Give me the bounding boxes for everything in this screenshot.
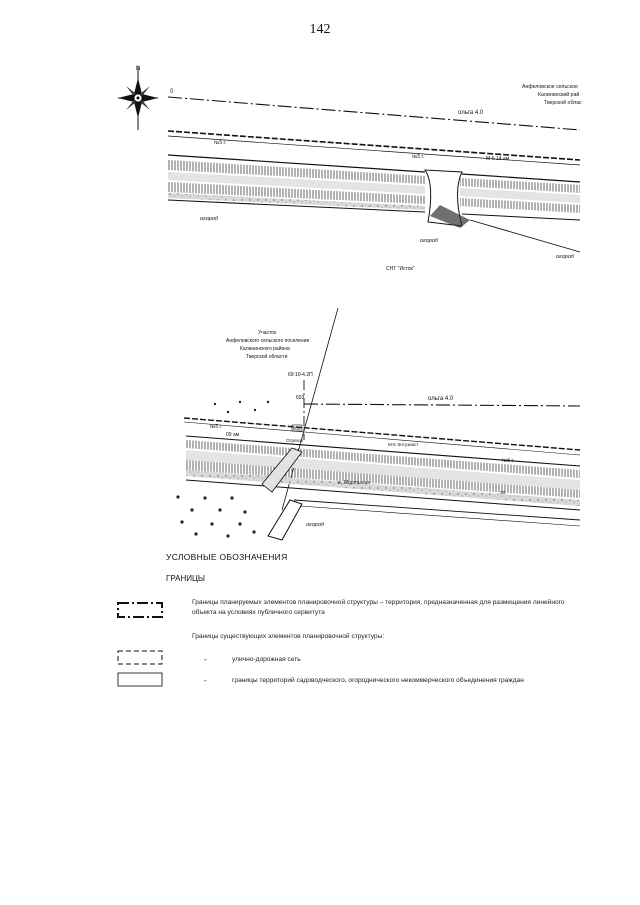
- garden-boundary-text: границы территорий садоводческого, огороднического некоммерческого объединения граждан: [232, 677, 524, 684]
- road-label-b5: М-6 Энтузиаст: [388, 442, 419, 447]
- road-label-b4: Отрезок: [286, 438, 303, 443]
- settlement-label-2: Калининский рай: [538, 92, 580, 98]
- north-label: N: [136, 66, 141, 72]
- planned-boundary-text: Границы планируемых элементов планировочной структуры – территория, предназначенная для размещения линейного объекта на условиях публичного сервитута: [192, 599, 565, 616]
- garden-label-3: огород: [556, 254, 574, 260]
- road-network-text: улично-дорожная сеть: [232, 656, 301, 663]
- legend-title: УСЛОВНЫЕ ОБОЗНАЧЕНИЯ: [166, 552, 288, 562]
- point-603-label: 603: [296, 395, 305, 401]
- existing-boundary-text: Границы существующих элементов планировочной структуры:: [192, 633, 385, 640]
- map-caption: СНТ "Исток": [386, 266, 415, 272]
- garden-label-bottom: огород: [306, 522, 324, 528]
- area-label-4: Тверской области: [246, 354, 288, 360]
- zone-label-bottom: ольга 4.0: [428, 396, 454, 402]
- top-map: [118, 66, 582, 272]
- road-network-dash: -: [204, 655, 207, 664]
- road-label-3: М-6 14 ам: [486, 156, 510, 162]
- village-label: в. Мортынин: [338, 480, 371, 486]
- area-label-3: Калининского района: [240, 346, 290, 352]
- garden-boundary-dash: -: [204, 676, 207, 685]
- road-label-1: №5 г.: [214, 140, 227, 146]
- road-label-2: №5 г.: [412, 154, 425, 160]
- area-label-2: Анфеловского сельского поселения: [226, 338, 310, 344]
- settlement-label-1: Анфеловское сельское: [522, 84, 578, 90]
- settlement-label-3: Тверской облас: [544, 100, 582, 106]
- bottom-map: [176, 308, 580, 540]
- point-label: 0: [170, 89, 174, 95]
- compass-rose-icon: [118, 66, 158, 130]
- road-label-b1: №5 г.: [210, 424, 223, 430]
- road-label-b6: 38: [500, 490, 506, 495]
- garden-label-1: огород: [200, 216, 218, 222]
- road-label-b2: 09 ам: [226, 432, 240, 438]
- legend-section: ГРАНИЦЫ: [166, 574, 205, 583]
- road-label-b3: №5 г.: [502, 458, 515, 464]
- area-label-1: Участок: [258, 330, 277, 336]
- line-code: 69:10-4.2П: [288, 372, 313, 378]
- page-number: 142: [309, 22, 331, 37]
- point-602-label: 602: [293, 426, 301, 431]
- zone-label: ольга 4.0: [458, 110, 484, 116]
- garden-label-2: огород: [420, 238, 438, 244]
